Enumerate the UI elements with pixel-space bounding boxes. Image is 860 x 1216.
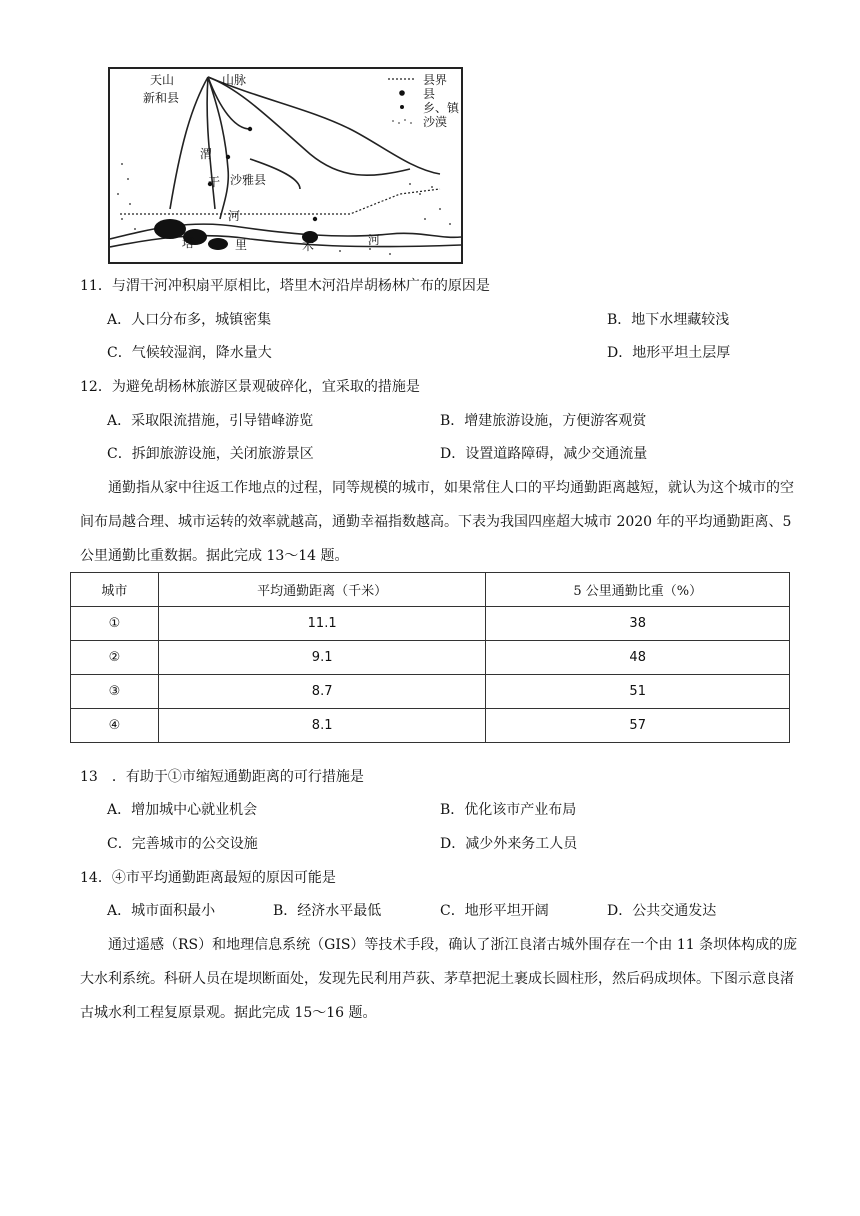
distance-cell: 8.7 — [158, 675, 486, 709]
river-map — [108, 67, 463, 264]
map-label-mu: 木 — [302, 239, 315, 253]
passage-liangzhu: 通过遥感（RS）和地理信息系统（GIS）等技术手段，确认了浙江良渚古城外围存在一个由 11 条坝体构成的庞大水利系统。科研人员在堤坝断面处，发现先民利用芦荻、茅草把泥土裹成长圆柱形，然后码成坝体。下图示意良渚古城水利工程复原景观。据此完成 15～16 题。 — [80, 937, 798, 1021]
map-label-ta: 塔 — [182, 236, 195, 250]
legend-county: 县 — [423, 87, 436, 101]
question-11-option-d: D．地形平坦土层厚 — [607, 345, 731, 361]
share-cell: 57 — [486, 709, 790, 743]
question-13-stem: 13 ．有助于①市缩短通勤距离的可行措施是 — [80, 769, 364, 785]
question-11-option-c: C．气候较湿润，降水量大 — [107, 345, 272, 361]
legend-desert: 沙漠 — [423, 115, 448, 129]
question-12-option-b: B．增建旅游设施，方便游客观赏 — [440, 413, 647, 429]
map-label-shaya: 沙雅县 — [230, 173, 267, 187]
table-row — [71, 607, 790, 641]
distance-cell: 9.1 — [158, 641, 486, 675]
distance-cell: 8.1 — [158, 709, 486, 743]
question-12-stem: 12．为避免胡杨林旅游区景观破碎化，宜采取的措施是 — [80, 379, 420, 395]
share-cell: 51 — [486, 675, 790, 709]
map-label-tianshan: 天山 — [150, 73, 175, 87]
table-row — [71, 709, 790, 743]
map-label-wei: 渭 — [200, 147, 213, 161]
question-14-option-c: C．地形平坦开阔 — [440, 903, 549, 919]
question-11-option-b: B．地下水埋藏较浅 — [607, 312, 730, 328]
city-cell: ② — [71, 641, 159, 675]
question-13-option-c: C．完善城市的公交设施 — [107, 836, 258, 852]
city-cell: ④ — [71, 709, 159, 743]
map-label-li: 里 — [235, 238, 248, 252]
map-label-gan: 干 — [208, 175, 221, 189]
city-cell: ① — [71, 607, 159, 641]
table-row — [71, 641, 790, 675]
header-city: 城市 — [71, 573, 159, 607]
question-14-option-b: B．经济水平最低 — [273, 903, 382, 919]
share-cell: 38 — [486, 607, 790, 641]
question-12-option-d: D．设置道路障碍，减少交通流量 — [440, 446, 648, 462]
legend-county-border: 县界 — [423, 73, 448, 87]
question-12-option-c: C．拆卸旅游设施，关闭旅游景区 — [107, 446, 314, 462]
legend-town: 乡、镇 — [423, 101, 460, 115]
table-row — [71, 675, 790, 709]
map-label-mountain: 山脉 — [222, 73, 247, 87]
question-11-option-a: A．人口分布多，城镇密集 — [107, 312, 272, 328]
question-11-stem: 11．与渭干河冲积扇平原相比，塔里木河沿岸胡杨林广布的原因是 — [80, 278, 490, 294]
question-13-option-b: B．优化该市产业布局 — [440, 802, 577, 818]
question-14-option-a: A．城市面积最小 — [107, 903, 216, 919]
map-label-xinhe: 新和县 — [143, 91, 180, 105]
desert-pattern — [117, 163, 451, 255]
map-label-he1: 河 — [228, 209, 241, 223]
map-legend — [388, 79, 415, 124]
table-header-row — [71, 573, 790, 607]
distance-cell: 11.1 — [158, 607, 486, 641]
header-avg-distance: 平均通勤距离（千米） — [158, 573, 486, 607]
commute-table — [70, 572, 790, 743]
question-14-option-d: D．公共交通发达 — [607, 903, 717, 919]
question-13-option-d: D．减少外来务工人员 — [440, 836, 578, 852]
question-14-stem: 14．④市平均通勤距离最短的原因可能是 — [80, 870, 336, 886]
share-cell: 48 — [486, 641, 790, 675]
city-cell: ③ — [71, 675, 159, 709]
question-12-option-a: A．采取限流措施，引导错峰游览 — [107, 413, 314, 429]
question-13-option-a: A．增加城中心就业机会 — [107, 802, 258, 818]
passage-commute: 通勤指从家中往返工作地点的过程，同等规模的城市，如果常住人口的平均通勤距离越短，就认为这个城市的空间布局越合理、城市运转的效率就越高，通勤幸福指数越高。下表为我国四座超大城市 2020 年的平均通勤距离、5 公里通勤比重数据。据此完成 13～14 题。 — [80, 480, 794, 564]
header-5km-share: 5 公里通勤比重（%） — [486, 573, 790, 607]
map-label-he2: 河 — [368, 233, 381, 247]
county-border-line — [120, 189, 440, 214]
